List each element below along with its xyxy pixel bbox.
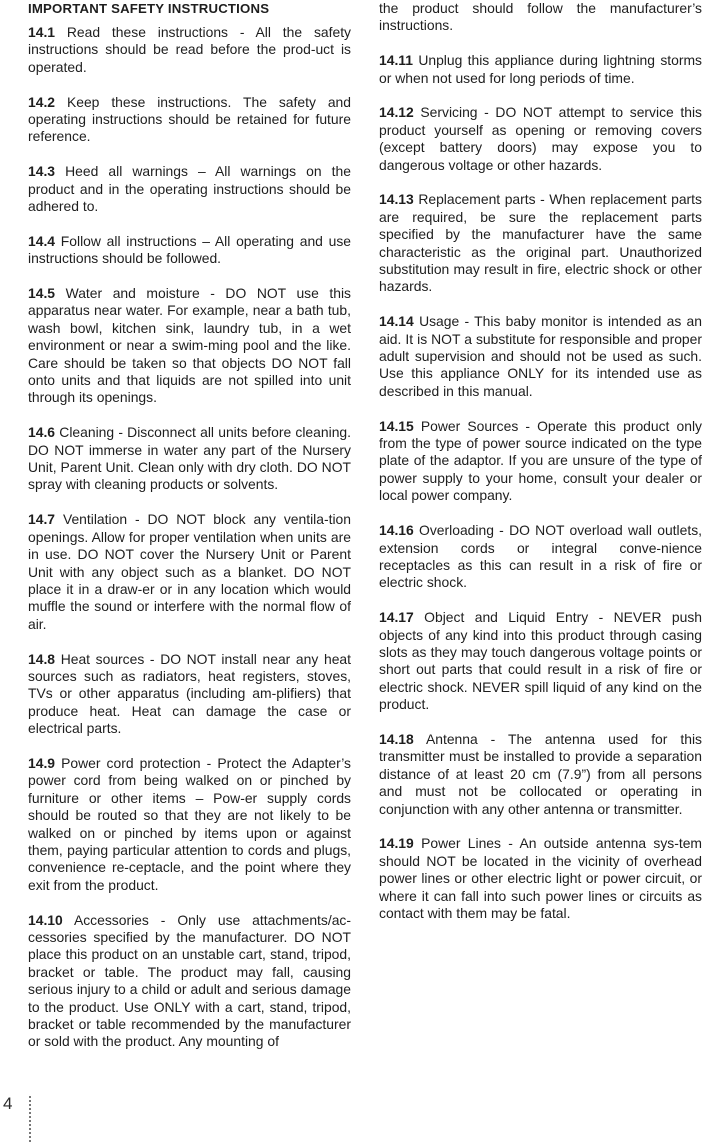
instruction-number: 14.10 [28, 911, 63, 928]
right-column [379, 0, 702, 940]
instruction-14-14 [379, 313, 702, 400]
instruction-number: 14.7 [28, 511, 56, 528]
instruction-14-16 [379, 522, 702, 592]
instruction-14-2 [28, 94, 351, 146]
instruction-text: Keep these instructions. The safety and operating instructions should be retained for future reference. [28, 93, 351, 145]
instruction-14-8 [28, 651, 351, 738]
instruction-number: 14.6 [28, 424, 56, 441]
instruction-number: 14.1 [28, 24, 56, 40]
instruction-text: Heat sources - DO NOT install near any heat sources such as radiators, heat registers, stoves, TVs or other apparatus (including am-plifiers) that produce heat. Heat can damage the case or electrical parts. [28, 650, 351, 737]
dotted-margin-rule [29, 1096, 31, 1142]
instruction-text: Cleaning - Disconnect all units before cleaning. DO NOT immerse in water any part of the Nursery Unit, Parent Unit. Clean only with dry cloth. DO NOT spray with cleaning products or solvents. [28, 424, 352, 493]
instruction-14-19 [379, 835, 702, 922]
instruction-number: 14.17 [379, 609, 414, 626]
instruction-14-6 [28, 424, 351, 494]
instruction-14-1 [28, 24, 351, 76]
instruction-text: Heed all warnings – All warnings on the product and in the operating instructions should be adhered to. [28, 163, 351, 215]
instruction-14-4 [28, 233, 351, 268]
instruction-text: Usage - This baby monitor is intended as an aid. It is NOT a substitute for responsible and proper adult supervision and should not be used as such. Use this appliance ONLY for its intended use as described in this manual. [379, 313, 702, 399]
instruction-number: 14.11 [379, 52, 413, 69]
instruction-text: Servicing - DO NOT attempt to service this product yourself as opening or removing covers (except battery doors) may expose you to dangerous voltage or other hazards. [379, 104, 702, 173]
instruction-number: 14.2 [28, 93, 56, 110]
instruction-14-10-continued: the product should follow the manufacturer’s instructions. [379, 0, 702, 34]
instruction-text: Power cord protection - Protect the Adapter’s power cord from being walked on or pinched by furniture or other items – Pow-er supply cords should be routed so that they are not likely to be walked on or pinched by items upon or against them, paying particular attention to cords and plugs, convenience re-ceptacle, and the point where they exit from the product. [28, 754, 351, 893]
instruction-text: Accessories - Only use attachments/ac-cessories specified by the manufacturer. DO NOT place this product on an unstable cart, stand, tripod, bracket or table. The product may fall, causing serious injury to a child or adult and serious damage to the product. Use ONLY with a cart, stand, tripod, bracket or table recommended by the manufacturer or sold with the product. Any mounting of [28, 911, 351, 1050]
instruction-number: 14.14 [379, 313, 414, 330]
instruction-number: 14.3 [28, 163, 56, 180]
instruction-14-18 [379, 731, 702, 818]
instruction-14-7 [28, 511, 351, 633]
instruction-14-17 [379, 609, 702, 713]
instruction-number: 14.12 [379, 104, 414, 121]
instruction-14-3 [28, 163, 351, 215]
instruction-text: Power Sources - Operate this product only from the type of power source indicated on the type plate of the adaptor. If you are unsure of the type of power supply to your home, consult your dealer or local power company. [379, 417, 702, 504]
instruction-text: Water and moisture - DO NOT use this apparatus near water. For example, near a bath tub, wash bowl, kitchen sink, laundry tub, in a wet environment or near a swim-ming pool and the like. Care should be taken so that objects DO NOT fall onto units and that liquids are not spilled into unit through its openings. [28, 285, 352, 406]
instruction-number: 14.9 [28, 754, 56, 771]
instruction-number: 14.8 [28, 650, 56, 667]
instruction-text: Antenna - The antenna used for this transmitter must be installed to provide a separation distance of at least 20 cm (7.9”) from all persons and must not be collocated or operating in conjunction with any other antenna or transmitter. [379, 730, 702, 817]
instruction-number: 14.18 [379, 730, 414, 747]
page-number: 4 [3, 1094, 13, 1113]
instruction-number: 14.13 [379, 191, 414, 208]
instruction-text: Read these instructions - All the safety instructions should be read before the prod-uct is operated. [28, 24, 352, 75]
left-column [28, 0, 351, 1068]
instruction-number: 14.19 [379, 835, 414, 852]
instruction-14-10 [28, 912, 351, 1051]
instruction-number: 14.5 [28, 285, 56, 302]
instruction-text: Power Lines - An outside antenna sys-tem should NOT be located in the vicinity of overhead power lines or other electric light or power circuit, or where it can fall into such power lines or circuits as contact with them may be fatal. [379, 835, 702, 921]
instruction-14-9 [28, 755, 351, 894]
instruction-text: Ventilation - DO NOT block any ventila-tion openings. Allow for proper ventilation when units are in use. DO NOT cover the Nursery Unit or Parent Unit with any object such as a blanket. DO NOT place it in a draw-er or in any location which would muffle the sound or interfere with the normal flow of air. [28, 511, 351, 632]
instruction-14-11 [379, 52, 702, 87]
instruction-text: Overloading - DO NOT overload wall outlets, extension cords or integral conve-nience receptacles as this can result in a risk of fire or electric shock. [379, 522, 702, 591]
instruction-14-5 [28, 285, 351, 407]
instruction-number: 14.4 [28, 232, 56, 249]
instruction-14-13 [379, 191, 702, 295]
instruction-14-15 [379, 418, 702, 505]
instruction-text: Unplug this appliance during lightning storms or when not used for long periods of time. [379, 52, 702, 86]
instruction-14-12 [379, 104, 702, 174]
instruction-text: Object and Liquid Entry - NEVER push objects of any kind into this product through casing slots as they may touch dangerous voltage points or short out parts that could result in a risk of fire or electric shock. NEVER spill liquid of any kind on the product. [379, 609, 702, 713]
instruction-text: Follow all instructions – All operating and use instructions should be followed. [28, 232, 352, 267]
section-heading: IMPORTANT SAFETY INSTRUCTIONS [28, 1, 270, 16]
instruction-number: 14.15 [379, 417, 414, 434]
instruction-number: 14.16 [379, 522, 414, 539]
instruction-text: Replacement parts - When replacement parts are required, be sure the replacement parts specified by the manufacturer have the same characteristic as the original part. Unauthorized substitution may result in fire, electric shock or other hazards. [379, 191, 702, 295]
